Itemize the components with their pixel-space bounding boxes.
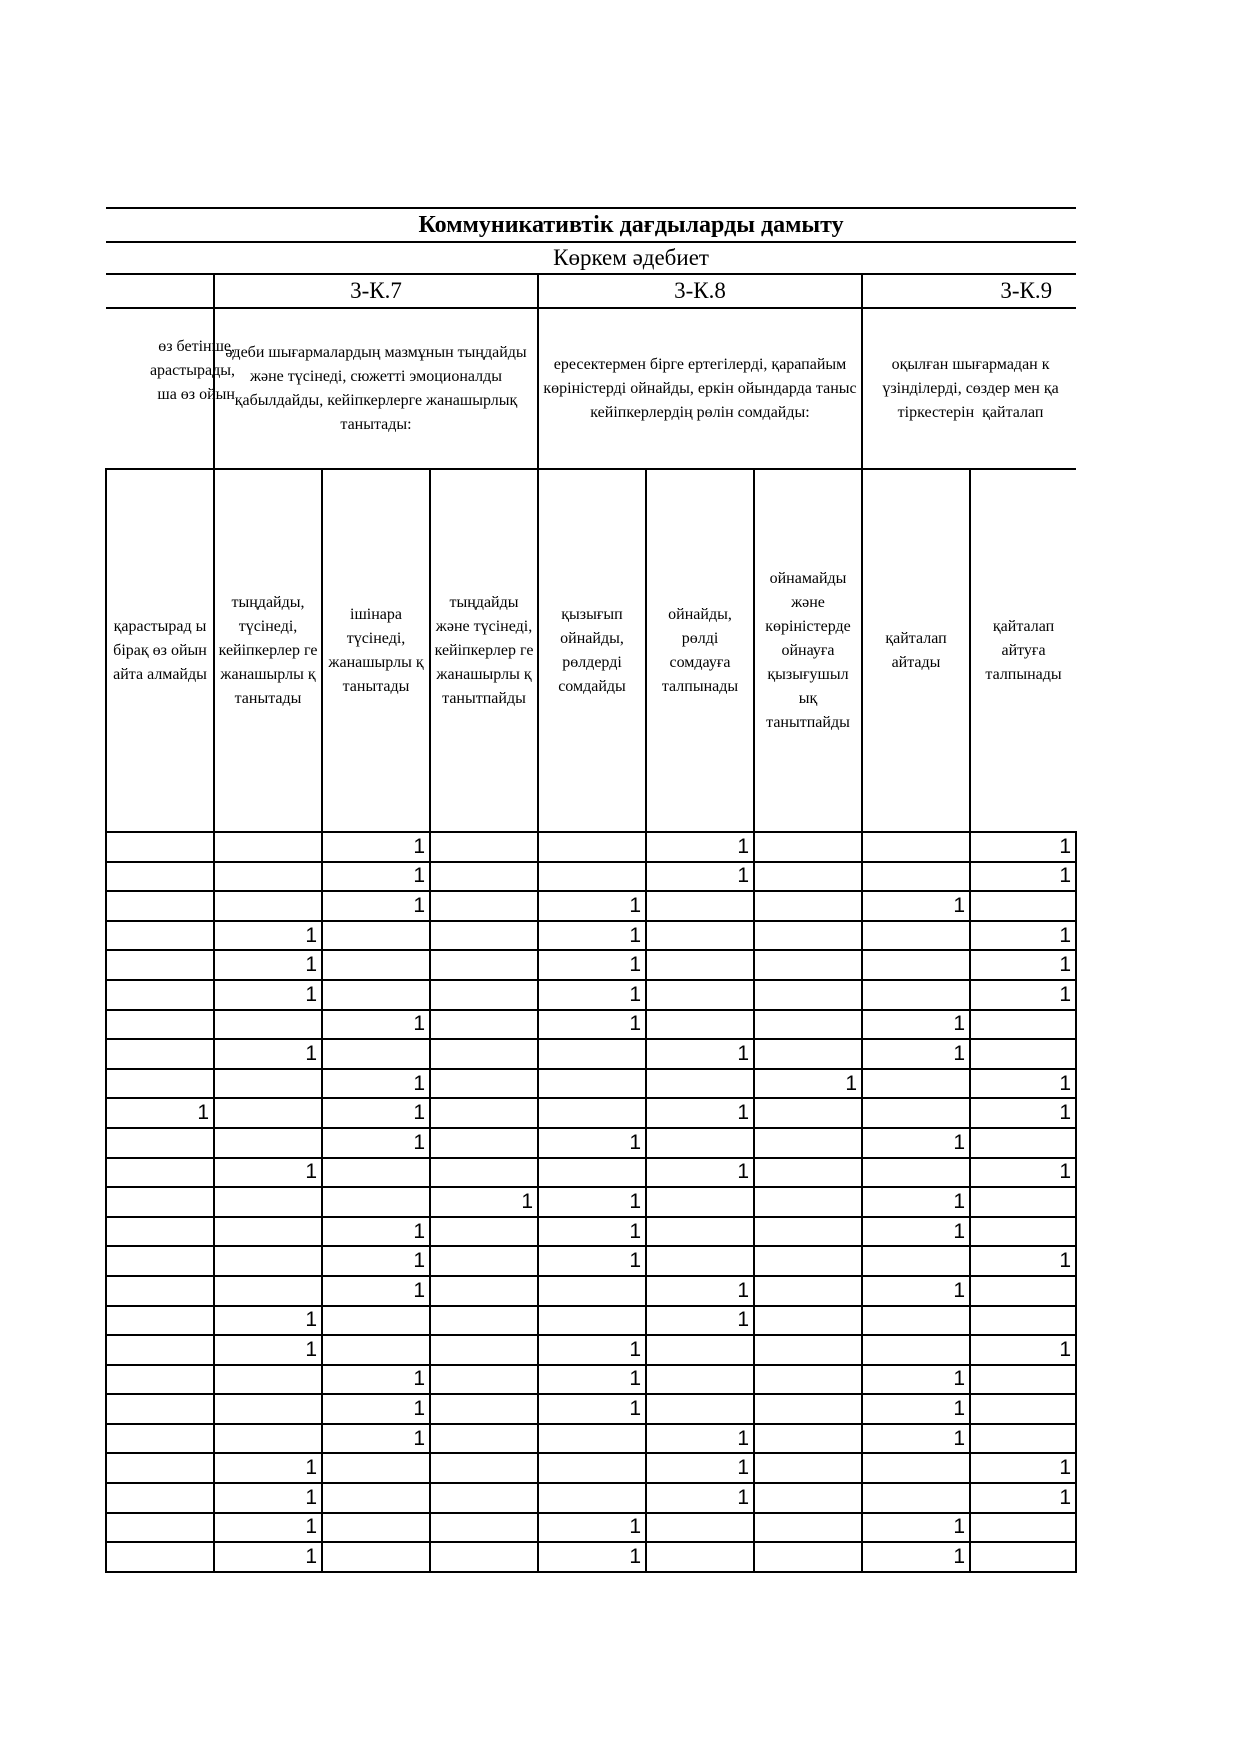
table-cell[interactable] bbox=[646, 980, 754, 1010]
criterion-header: қайталап айтуға талпынады bbox=[970, 469, 1076, 832]
table-row bbox=[106, 921, 1076, 951]
table-cell[interactable] bbox=[646, 1513, 754, 1543]
table-cell[interactable]: 1 bbox=[538, 921, 646, 951]
table-cell[interactable] bbox=[214, 1424, 322, 1454]
table-cell[interactable] bbox=[754, 862, 862, 892]
table-cell[interactable]: 1 bbox=[646, 1039, 754, 1069]
assessment-table bbox=[105, 207, 1077, 1573]
table-cell[interactable] bbox=[430, 1276, 538, 1306]
table-cell[interactable] bbox=[754, 891, 862, 921]
table-row bbox=[106, 862, 1076, 892]
table-row bbox=[106, 1217, 1076, 1247]
table-cell[interactable] bbox=[214, 1187, 322, 1217]
table-cell[interactable] bbox=[538, 1039, 646, 1069]
table-row bbox=[106, 1335, 1076, 1365]
table-cell[interactable]: 1 bbox=[214, 1513, 322, 1543]
table-cell[interactable] bbox=[214, 1098, 322, 1128]
group-code: 3-К.8 bbox=[538, 274, 862, 308]
table-cell[interactable]: 1 bbox=[970, 1483, 1076, 1513]
table-cell[interactable] bbox=[538, 1069, 646, 1099]
table-cell[interactable] bbox=[106, 921, 214, 951]
table-cell[interactable] bbox=[214, 832, 322, 862]
table-cell[interactable] bbox=[754, 1306, 862, 1336]
table-cell[interactable] bbox=[430, 1158, 538, 1188]
table-cell[interactable]: 1 bbox=[646, 1453, 754, 1483]
table-cell[interactable]: 1 bbox=[538, 1187, 646, 1217]
table-cell[interactable]: 1 bbox=[970, 1069, 1076, 1099]
table-cell[interactable] bbox=[430, 1039, 538, 1069]
table-cell[interactable] bbox=[322, 950, 430, 980]
table-cell[interactable] bbox=[106, 832, 214, 862]
table-cell[interactable]: 1 bbox=[214, 980, 322, 1010]
table-cell[interactable] bbox=[754, 1276, 862, 1306]
table-cell[interactable] bbox=[430, 1306, 538, 1336]
table-cell[interactable]: 1 bbox=[970, 1158, 1076, 1188]
table-subtitle: Көркем әдебиет bbox=[106, 242, 1076, 274]
table-cell[interactable] bbox=[862, 1483, 970, 1513]
table-row bbox=[106, 1424, 1076, 1454]
table-row bbox=[106, 1365, 1076, 1395]
table-cell[interactable] bbox=[214, 891, 322, 921]
table-cell[interactable]: 1 bbox=[970, 921, 1076, 951]
table-row bbox=[106, 1010, 1076, 1040]
table-cell[interactable] bbox=[754, 1217, 862, 1247]
group-code: 3-К.9 bbox=[862, 274, 1076, 308]
table-cell[interactable]: 1 bbox=[538, 1246, 646, 1276]
table-cell[interactable]: 1 bbox=[754, 1069, 862, 1099]
table-cell[interactable] bbox=[430, 1335, 538, 1365]
table-cell[interactable]: 1 bbox=[862, 1039, 970, 1069]
table-cell[interactable]: 1 bbox=[538, 891, 646, 921]
table-cell[interactable] bbox=[862, 1069, 970, 1099]
table-cell[interactable] bbox=[106, 1394, 214, 1424]
table-cell[interactable]: 1 bbox=[214, 1039, 322, 1069]
table-cell[interactable] bbox=[754, 1010, 862, 1040]
table-cell[interactable] bbox=[214, 1246, 322, 1276]
table-cell[interactable] bbox=[646, 1365, 754, 1395]
table-cell[interactable] bbox=[754, 832, 862, 862]
table-cell[interactable] bbox=[646, 1069, 754, 1099]
table-cell[interactable] bbox=[322, 1542, 430, 1572]
assessment-sheet bbox=[105, 207, 1075, 1614]
table-cell[interactable] bbox=[754, 1453, 862, 1483]
table-cell[interactable] bbox=[970, 1010, 1076, 1040]
table-cell[interactable] bbox=[322, 1335, 430, 1365]
table-cell[interactable] bbox=[538, 1158, 646, 1188]
table-cell[interactable] bbox=[430, 1246, 538, 1276]
table-cell[interactable] bbox=[970, 1513, 1076, 1543]
table-cell[interactable] bbox=[862, 862, 970, 892]
table-cell[interactable]: 1 bbox=[970, 832, 1076, 862]
table-cell[interactable]: 1 bbox=[538, 1513, 646, 1543]
table-cell[interactable] bbox=[322, 1158, 430, 1188]
table-row bbox=[106, 832, 1076, 862]
group-code: 3-К.7 bbox=[214, 274, 538, 308]
criterion-header: ойнамайды және көріністерде ойнауға қызығушыл ық танытпайды bbox=[754, 469, 862, 832]
table-cell[interactable]: 1 bbox=[646, 1098, 754, 1128]
table-cell[interactable]: 1 bbox=[214, 1483, 322, 1513]
table-cell[interactable] bbox=[322, 1187, 430, 1217]
table-cell[interactable] bbox=[430, 832, 538, 862]
table-row bbox=[106, 1542, 1076, 1572]
table-cell[interactable] bbox=[106, 1365, 214, 1395]
table-cell[interactable]: 1 bbox=[862, 1187, 970, 1217]
table-cell[interactable] bbox=[862, 1335, 970, 1365]
table-cell[interactable]: 1 bbox=[862, 1010, 970, 1040]
table-cell[interactable] bbox=[538, 1453, 646, 1483]
table-cell[interactable] bbox=[214, 1365, 322, 1395]
table-title: Коммуникативтік дағдыларды дамыту bbox=[106, 208, 1076, 242]
table-cell[interactable] bbox=[970, 1424, 1076, 1454]
table-row bbox=[106, 1098, 1076, 1128]
table-cell[interactable] bbox=[538, 1306, 646, 1336]
table-cell[interactable]: 1 bbox=[322, 1276, 430, 1306]
table-cell[interactable]: 1 bbox=[322, 832, 430, 862]
table-cell[interactable] bbox=[538, 832, 646, 862]
table-cell[interactable] bbox=[106, 862, 214, 892]
table-cell[interactable]: 1 bbox=[430, 1187, 538, 1217]
table-cell[interactable] bbox=[646, 1187, 754, 1217]
table-cell[interactable]: 1 bbox=[538, 1217, 646, 1247]
table-cell[interactable] bbox=[106, 950, 214, 980]
table-cell[interactable]: 1 bbox=[862, 1365, 970, 1395]
table-cell[interactable] bbox=[430, 1453, 538, 1483]
table-cell[interactable] bbox=[106, 1424, 214, 1454]
table-cell[interactable]: 1 bbox=[862, 1424, 970, 1454]
table-cell[interactable] bbox=[646, 1246, 754, 1276]
table-cell[interactable] bbox=[322, 1483, 430, 1513]
group-description: әдеби шығармалардың мазмұнын тыңдайды және түсінеді, сюжетті эмоционалды қабылдайды, кейіпкерлерге жанашырлық танытады: bbox=[214, 308, 538, 469]
table-cell[interactable] bbox=[322, 1306, 430, 1336]
table-row bbox=[106, 1483, 1076, 1513]
table-cell[interactable] bbox=[430, 1098, 538, 1128]
criterion-header: ойнайды, рөлді сомдауға талпынады bbox=[646, 469, 754, 832]
table-cell[interactable]: 1 bbox=[862, 1542, 970, 1572]
table-cell[interactable] bbox=[646, 921, 754, 951]
table-cell[interactable] bbox=[754, 1039, 862, 1069]
table-cell[interactable] bbox=[430, 1483, 538, 1513]
table-cell[interactable] bbox=[754, 1394, 862, 1424]
table-cell[interactable]: 1 bbox=[214, 1542, 322, 1572]
table-cell[interactable]: 1 bbox=[646, 1276, 754, 1306]
table-cell[interactable]: 1 bbox=[970, 980, 1076, 1010]
table-cell[interactable]: 1 bbox=[538, 980, 646, 1010]
table-cell[interactable] bbox=[754, 1335, 862, 1365]
table-cell[interactable] bbox=[754, 1483, 862, 1513]
table-cell[interactable]: 1 bbox=[970, 862, 1076, 892]
table-row bbox=[106, 950, 1076, 980]
table-cell[interactable] bbox=[214, 1069, 322, 1099]
table-cell[interactable] bbox=[646, 1335, 754, 1365]
table-cell[interactable] bbox=[106, 1513, 214, 1543]
table-cell[interactable]: 1 bbox=[862, 891, 970, 921]
table-cell[interactable] bbox=[538, 862, 646, 892]
group-description: өз бетінше, арастырады, ша өз ойын bbox=[106, 308, 214, 469]
table-cell[interactable]: 1 bbox=[322, 1010, 430, 1040]
table-cell[interactable] bbox=[106, 891, 214, 921]
group-description: оқылған шығармадан к үзінділерді, сөздер мен қа тіркестерін қайталап bbox=[862, 308, 1076, 469]
table-cell[interactable] bbox=[754, 1098, 862, 1128]
table-cell[interactable] bbox=[106, 1483, 214, 1513]
table-cell[interactable] bbox=[214, 1217, 322, 1247]
table-cell[interactable]: 1 bbox=[970, 1453, 1076, 1483]
table-cell[interactable]: 1 bbox=[322, 1128, 430, 1158]
table-cell[interactable] bbox=[322, 1453, 430, 1483]
table-cell[interactable] bbox=[754, 1365, 862, 1395]
table-cell[interactable] bbox=[754, 1187, 862, 1217]
table-cell[interactable]: 1 bbox=[214, 921, 322, 951]
table-cell[interactable]: 1 bbox=[214, 1158, 322, 1188]
table-cell[interactable] bbox=[106, 1039, 214, 1069]
table-cell[interactable] bbox=[106, 1246, 214, 1276]
table-cell[interactable]: 1 bbox=[214, 950, 322, 980]
criterion-header: тыңдайды және түсінеді, кейіпкерлер ге жанашырлы қ танытпайды bbox=[430, 469, 538, 832]
table-cell[interactable] bbox=[430, 1513, 538, 1543]
table-cell[interactable] bbox=[862, 1306, 970, 1336]
table-cell[interactable] bbox=[538, 1276, 646, 1306]
table-row bbox=[106, 891, 1076, 921]
table-cell[interactable] bbox=[214, 862, 322, 892]
table-cell[interactable] bbox=[214, 1276, 322, 1306]
table-cell[interactable] bbox=[538, 1483, 646, 1513]
table-cell[interactable]: 1 bbox=[322, 1394, 430, 1424]
table-cell[interactable]: 1 bbox=[538, 1394, 646, 1424]
table-cell[interactable] bbox=[430, 950, 538, 980]
table-cell[interactable] bbox=[538, 1098, 646, 1128]
table-cell[interactable]: 1 bbox=[538, 1128, 646, 1158]
table-row bbox=[106, 1513, 1076, 1543]
table-cell[interactable] bbox=[754, 1246, 862, 1276]
table-cell[interactable] bbox=[214, 1010, 322, 1040]
table-row bbox=[106, 1246, 1076, 1276]
table-cell[interactable] bbox=[970, 1187, 1076, 1217]
table-cell[interactable] bbox=[106, 1158, 214, 1188]
table-cell[interactable] bbox=[430, 1542, 538, 1572]
table-cell[interactable] bbox=[646, 891, 754, 921]
table-cell[interactable] bbox=[322, 921, 430, 951]
table-cell[interactable] bbox=[106, 1335, 214, 1365]
table-cell[interactable] bbox=[970, 1365, 1076, 1395]
table-cell[interactable]: 1 bbox=[214, 1453, 322, 1483]
table-cell[interactable] bbox=[862, 1453, 970, 1483]
table-cell[interactable]: 1 bbox=[538, 1365, 646, 1395]
table-cell[interactable]: 1 bbox=[862, 1217, 970, 1247]
table-cell[interactable] bbox=[214, 1128, 322, 1158]
table-cell[interactable] bbox=[430, 1069, 538, 1099]
table-cell[interactable] bbox=[862, 980, 970, 1010]
table-cell[interactable] bbox=[430, 1394, 538, 1424]
table-cell[interactable]: 1 bbox=[322, 1098, 430, 1128]
table-cell[interactable] bbox=[106, 1276, 214, 1306]
table-cell[interactable] bbox=[754, 1128, 862, 1158]
table-cell[interactable] bbox=[646, 950, 754, 980]
table-cell[interactable]: 1 bbox=[106, 1098, 214, 1128]
table-cell[interactable] bbox=[862, 1246, 970, 1276]
table-cell[interactable]: 1 bbox=[862, 1394, 970, 1424]
table-cell[interactable] bbox=[430, 1217, 538, 1247]
table-row bbox=[106, 1069, 1076, 1099]
table-cell[interactable] bbox=[754, 1158, 862, 1188]
table-cell[interactable]: 1 bbox=[646, 1483, 754, 1513]
table-cell[interactable] bbox=[970, 1039, 1076, 1069]
table-cell[interactable] bbox=[754, 950, 862, 980]
table-cell[interactable]: 1 bbox=[322, 862, 430, 892]
table-cell[interactable]: 1 bbox=[538, 1010, 646, 1040]
table-cell[interactable] bbox=[106, 1217, 214, 1247]
table-cell[interactable] bbox=[106, 1453, 214, 1483]
table-cell[interactable] bbox=[970, 1276, 1076, 1306]
group-description: ересектермен бірге ертегілерді, қарапайым көріністерді ойнайды, еркін ойындарда таныс кейіпкерлердің рөлін сомдайды: bbox=[538, 308, 862, 469]
table-cell[interactable]: 1 bbox=[862, 1128, 970, 1158]
table-row bbox=[106, 1276, 1076, 1306]
table-cell[interactable] bbox=[322, 980, 430, 1010]
table-row bbox=[106, 1453, 1076, 1483]
group-code bbox=[106, 274, 214, 308]
table-cell[interactable]: 1 bbox=[646, 862, 754, 892]
table-cell[interactable]: 1 bbox=[970, 1335, 1076, 1365]
table-cell[interactable] bbox=[970, 1542, 1076, 1572]
table-cell[interactable] bbox=[538, 1424, 646, 1454]
table-cell[interactable] bbox=[214, 1394, 322, 1424]
table-cell[interactable] bbox=[970, 1394, 1076, 1424]
table-cell[interactable]: 1 bbox=[862, 1276, 970, 1306]
table-row bbox=[106, 1039, 1076, 1069]
table-cell[interactable] bbox=[970, 1217, 1076, 1247]
table-cell[interactable] bbox=[646, 1394, 754, 1424]
table-row bbox=[106, 1187, 1076, 1217]
table-row bbox=[106, 1158, 1076, 1188]
table-cell[interactable]: 1 bbox=[646, 1424, 754, 1454]
table-cell[interactable]: 1 bbox=[322, 1365, 430, 1395]
table-cell[interactable] bbox=[106, 1542, 214, 1572]
table-cell[interactable] bbox=[754, 1424, 862, 1454]
criterion-header: қайталап айтады bbox=[862, 469, 970, 832]
table-cell[interactable] bbox=[646, 1542, 754, 1572]
criterion-header: ішінара түсінеді, жанашырлы қ танытады bbox=[322, 469, 430, 832]
table-cell[interactable] bbox=[862, 950, 970, 980]
table-cell[interactable]: 1 bbox=[322, 1217, 430, 1247]
table-cell[interactable] bbox=[970, 1306, 1076, 1336]
table-cell[interactable] bbox=[754, 1542, 862, 1572]
table-cell[interactable]: 1 bbox=[970, 1098, 1076, 1128]
table-cell[interactable] bbox=[430, 921, 538, 951]
table-cell[interactable] bbox=[430, 1128, 538, 1158]
table-cell[interactable] bbox=[862, 832, 970, 862]
table-cell[interactable] bbox=[862, 1098, 970, 1128]
table-cell[interactable] bbox=[106, 1128, 214, 1158]
table-cell[interactable]: 1 bbox=[538, 1335, 646, 1365]
table-cell[interactable]: 1 bbox=[646, 1158, 754, 1188]
table-cell[interactable]: 1 bbox=[970, 1246, 1076, 1276]
table-cell[interactable] bbox=[106, 1187, 214, 1217]
table-cell[interactable] bbox=[430, 1424, 538, 1454]
criterion-header: қызығып ойнайды, рөлдерді сомдайды bbox=[538, 469, 646, 832]
table-cell[interactable] bbox=[322, 1513, 430, 1543]
criterion-header: тыңдайды, түсінеді, кейіпкерлер ге жанашырлы қ танытады bbox=[214, 469, 322, 832]
table-cell[interactable] bbox=[754, 1513, 862, 1543]
table-cell[interactable] bbox=[970, 891, 1076, 921]
table-cell[interactable]: 1 bbox=[646, 1306, 754, 1336]
table-cell[interactable] bbox=[106, 1306, 214, 1336]
table-cell[interactable]: 1 bbox=[538, 1542, 646, 1572]
table-cell[interactable] bbox=[430, 891, 538, 921]
table-row bbox=[106, 1394, 1076, 1424]
table-row bbox=[106, 980, 1076, 1010]
table-cell[interactable] bbox=[646, 1128, 754, 1158]
table-cell[interactable]: 1 bbox=[214, 1306, 322, 1336]
table-cell[interactable] bbox=[106, 1069, 214, 1099]
table-cell[interactable] bbox=[970, 1128, 1076, 1158]
table-row bbox=[106, 1306, 1076, 1336]
table-cell[interactable] bbox=[754, 980, 862, 1010]
table-cell[interactable] bbox=[862, 1158, 970, 1188]
table-cell[interactable]: 1 bbox=[322, 1424, 430, 1454]
table-cell[interactable] bbox=[430, 1010, 538, 1040]
table-cell[interactable] bbox=[430, 862, 538, 892]
table-cell[interactable]: 1 bbox=[646, 832, 754, 862]
table-cell[interactable]: 1 bbox=[862, 1513, 970, 1543]
table-cell[interactable] bbox=[646, 1010, 754, 1040]
table-cell[interactable] bbox=[754, 921, 862, 951]
table-cell[interactable]: 1 bbox=[538, 950, 646, 980]
table-cell[interactable]: 1 bbox=[970, 950, 1076, 980]
table-cell[interactable]: 1 bbox=[322, 1246, 430, 1276]
table-cell[interactable] bbox=[430, 1365, 538, 1395]
table-cell[interactable]: 1 bbox=[322, 891, 430, 921]
table-cell[interactable] bbox=[322, 1039, 430, 1069]
table-cell[interactable]: 1 bbox=[214, 1335, 322, 1365]
table-row bbox=[106, 1128, 1076, 1158]
table-cell[interactable] bbox=[106, 1010, 214, 1040]
criterion-header: қарастырад ы бірақ өз ойын айта алмайды bbox=[106, 469, 214, 832]
table-cell[interactable] bbox=[646, 1217, 754, 1247]
table-cell[interactable] bbox=[430, 980, 538, 1010]
table-cell[interactable] bbox=[862, 921, 970, 951]
table-cell[interactable] bbox=[106, 980, 214, 1010]
table-cell[interactable]: 1 bbox=[322, 1069, 430, 1099]
